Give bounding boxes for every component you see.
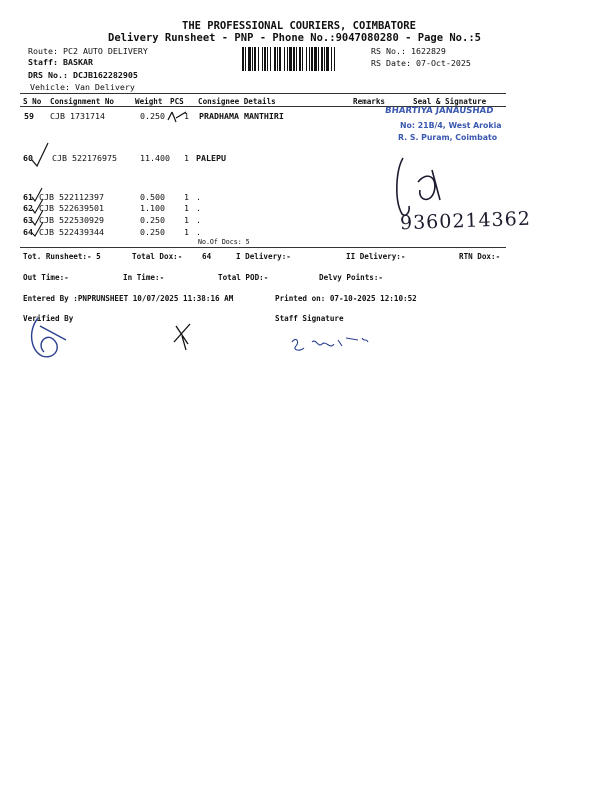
total-dox-value: 64 — [202, 252, 212, 261]
row-60-consignment: CJB 522176975 — [52, 153, 117, 163]
row-60-pcs: 1 — [184, 153, 189, 163]
row-64-weight: 0.250 — [140, 227, 165, 237]
row-59-pcs: 1 — [184, 111, 189, 121]
stamp-line-3: R. S. Puram, Coimbato — [398, 133, 498, 142]
tick-row-60 — [32, 143, 48, 166]
col-consignment: Consignment No — [50, 97, 115, 106]
runsheet-title: Delivery Runsheet - PNP - Phone No.:9047080280 - Page No.:5 — [108, 32, 481, 44]
row-60-weight: 11.400 — [140, 153, 170, 163]
row-59-sno: 59 — [24, 111, 34, 121]
no-of-docs: No.Of Docs: 5 — [198, 238, 250, 246]
i-delivery: I Delivery:- — [236, 252, 291, 261]
printed-on: Printed on: 07-10-2025 12:10:52 — [275, 294, 417, 303]
staff-signature-label: Staff Signature — [275, 314, 344, 323]
in-time: In Time:- — [123, 273, 165, 282]
row-62-weight: 1.100 — [140, 203, 165, 213]
row-64-sno: 64 — [23, 227, 33, 237]
row-61-pcs: 1 — [184, 192, 189, 202]
row-64-pcs: 1 — [184, 227, 189, 237]
vehicle-label: Vehicle: Van Delivery — [30, 82, 135, 92]
tick-row-63 — [32, 210, 43, 225]
verified-by-signature — [32, 318, 66, 357]
receiver-signature — [397, 158, 440, 215]
col-weight: Weight — [135, 97, 163, 106]
row-62-sno: 62 — [23, 203, 33, 213]
entered-by: Entered By :PNPRUNSHEET 10/07/2025 11:38:16 AM — [23, 294, 234, 303]
row-64-consignee: . — [196, 227, 201, 237]
tick-row-62 — [32, 199, 43, 213]
stamp-line-2: No: 21B/4, West Arokia — [400, 121, 502, 130]
row-59-consignee: PRADHAMA MANTHIRI — [199, 111, 284, 121]
row-61-sno: 61 — [23, 192, 33, 202]
staff-signature — [292, 338, 368, 350]
tick-row-61 — [32, 188, 42, 201]
row-60-sno: 60 — [23, 153, 33, 163]
tick-row-59 — [168, 112, 186, 122]
delvy-points: Delvy Points:- — [319, 273, 384, 282]
company-title: THE PROFESSIONAL COURIERS, COIMBATORE — [182, 20, 416, 32]
out-time: Out Time:- — [23, 273, 69, 282]
row-59-consignment: CJB 1731714 — [50, 111, 105, 121]
ii-delivery: II Delivery:- — [346, 252, 406, 261]
row-60-consignee: PALEPU — [196, 153, 226, 163]
row-61-consignee: . — [196, 192, 201, 202]
row-63-consignee: . — [196, 215, 201, 225]
row-61-weight: 0.500 — [140, 192, 165, 202]
row-62-consignment: CJB 522639501 — [39, 203, 104, 213]
total-dox-label: Total Dox:- — [132, 252, 183, 261]
drs-number: DRS No.: DCJB162282905 — [28, 70, 138, 80]
stamp-line-1: BHARTIYA JANAUSHAD — [384, 106, 494, 116]
verified-by: Verified By — [23, 314, 74, 323]
col-remarks: Remarks — [353, 97, 386, 106]
row-62-consignee: . — [196, 203, 201, 213]
staff-label: Staff: BASKAR — [28, 57, 93, 67]
rtn-dox: RTN Dox:- — [459, 252, 501, 261]
cross-mark — [174, 324, 190, 350]
rs-date: RS Date: 07-Oct-2025 — [371, 58, 471, 68]
row-62-pcs: 1 — [184, 203, 189, 213]
row-63-pcs: 1 — [184, 215, 189, 225]
route-label: Route: PC2 AUTO DELIVERY — [28, 46, 148, 56]
tot-runsheet: Tot. Runsheet:- 5 — [23, 252, 101, 261]
col-sno: S No — [23, 97, 42, 106]
handwritten-phone: 9360214362 — [399, 207, 532, 235]
row-61-consignment: CJB 522112397 — [39, 192, 104, 202]
col-seal-signature: Seal & Signature — [413, 97, 487, 106]
row-63-sno: 63 — [23, 215, 33, 225]
col-consignee: Consignee Details — [198, 97, 276, 106]
rs-number: RS No.: 1622829 — [371, 46, 446, 56]
total-pod: Total POD:- — [218, 273, 269, 282]
col-pcs: PCS — [170, 97, 184, 106]
row-63-consignment: CJB 522530929 — [39, 215, 104, 225]
row-63-weight: 0.250 — [140, 215, 165, 225]
row-59-weight: 0.250 — [140, 111, 165, 121]
row-64-consignment: CJB 522439344 — [39, 227, 104, 237]
